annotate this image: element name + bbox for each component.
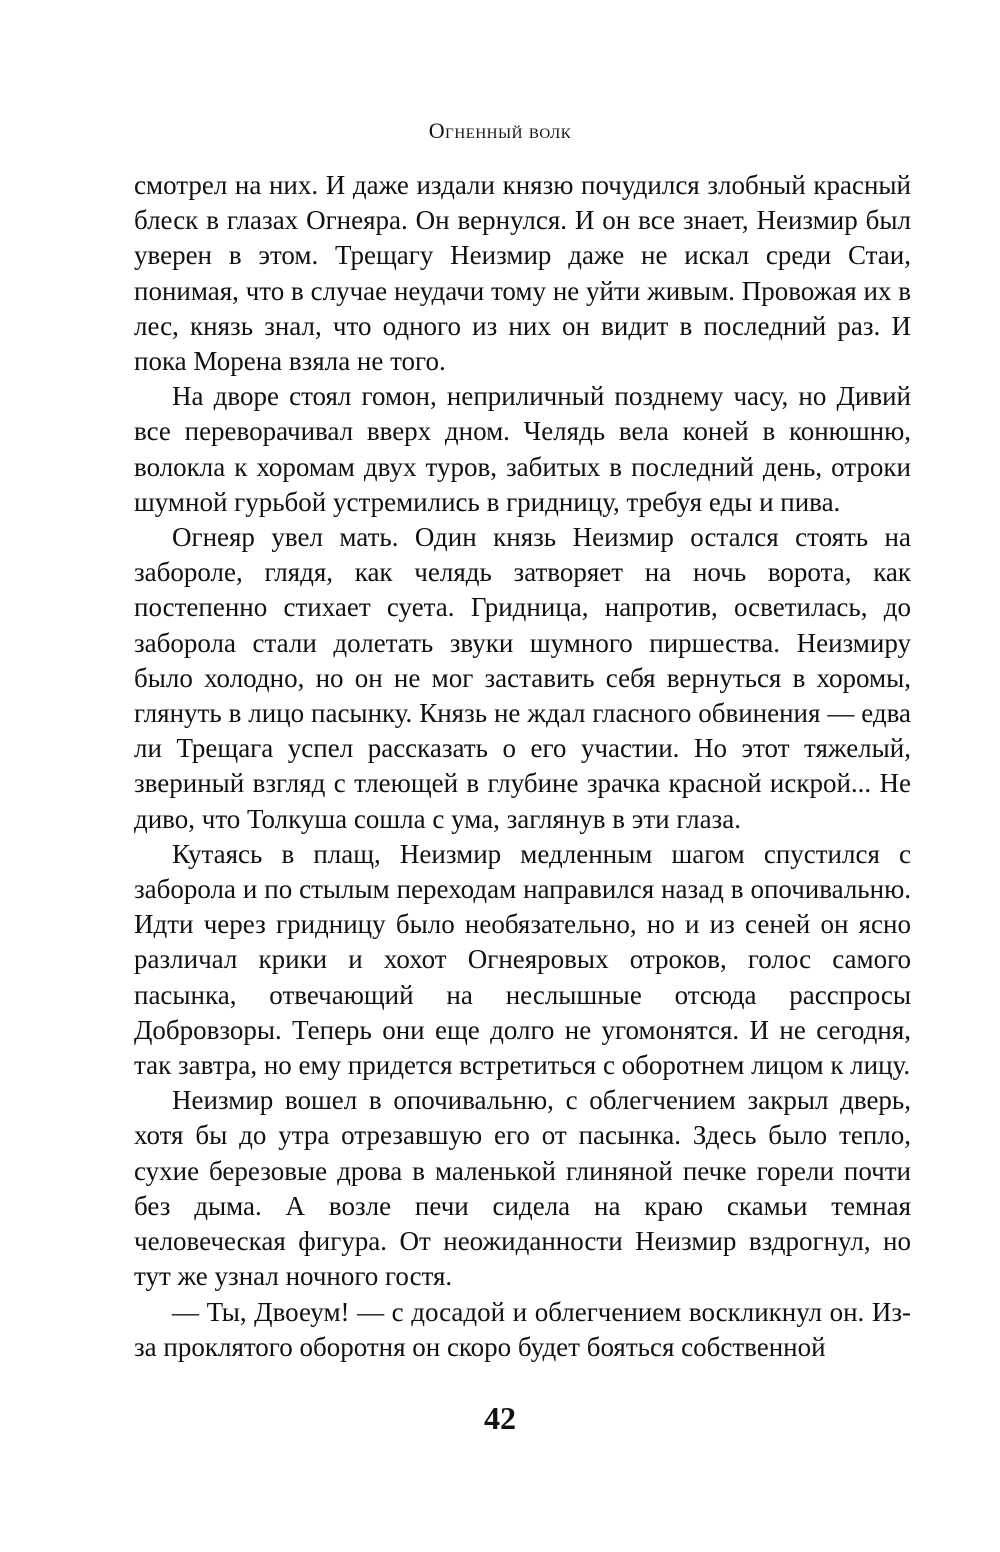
paragraph: Кутаясь в плащ, Неизмир медленным шагом спустился с заборола и по стылым переходам направился назад в опочивальню. Идти через гридницу было необязательно, но и из сеней он ясно различал крики и хохот Огнеяровых отроков, голос самого пасынка, отвечающий на неслышные отсюда расспросы Добровзоры. Теперь они еще долго не угомонятся. И не сегодня, так завтра, но ему придется встретиться с оборотнем лицом к лицу. (134, 838, 911, 1081)
paragraph-continued: смотрел на них. И даже издали князю почудился злобный красный блеск в глазах Огнеяра. Он вернулся. И он все знает, Неизмир был уверен в этом. Трещагу Неизмир даже не искал среди Стаи, понимая, что в случае неудачи тому не уйти живым. Провожая их в лес, князь знал, что одного из них он видит в последний раз. И пока Морена взяла не того. (134, 170, 911, 377)
page-number: 42 (484, 1400, 516, 1436)
running-header: Огненный волк (428, 118, 572, 143)
paragraph: Огнеяр увел мать. Один князь Неизмир остался стоять на забороле, глядя, как челядь затворяет на ночь ворота, как постепенно стихает суета. Гридница, напротив, осветилась, до заборола стали долетать звуки шумного пиршества. Неизмиру было холодно, но он не мог заставить себя вернуться в хоромы, глянуть в лицо пасынку. Князь не ждал гласного обвинения — едва ли Трещага успел рассказать о его участии. Но этот тяжелый, звериный взгляд с тлеющей в глубине зрачка красной искрой... Не диво, что Толкуша сошла с ума, заглянув в эти глаза. (134, 522, 911, 834)
paragraph: Неизмир вошел в опочивальню, с облегчением закрыл дверь, хотя бы до утра отрезавшую его от пасынка. Здесь было тепло, сухие березовые дрова в маленькой глиняной печке горели почти без дыма. А возле печи сидела на краю скамьи темная человеческая фигура. От неожиданности Неизмир вздрогнул, но тут же узнал ночного гостя. (134, 1085, 911, 1292)
paragraph: На дворе стоял гомон, неприличный позднему часу, но Дивий все переворачивал вверх дном. Челядь вела коней в конюшню, волокла к хоромам двух туров, забитых в последний день, отроки шумной гурьбой устремились в гридницу, требуя еды и пива. (134, 381, 911, 517)
body-text (134, 168, 911, 1365)
paragraph: — Ты, Двоеум! — с досадой и облегчением воскликнул он. Из-за проклятого оборотня он скоро будет бояться собственной (134, 1296, 911, 1362)
